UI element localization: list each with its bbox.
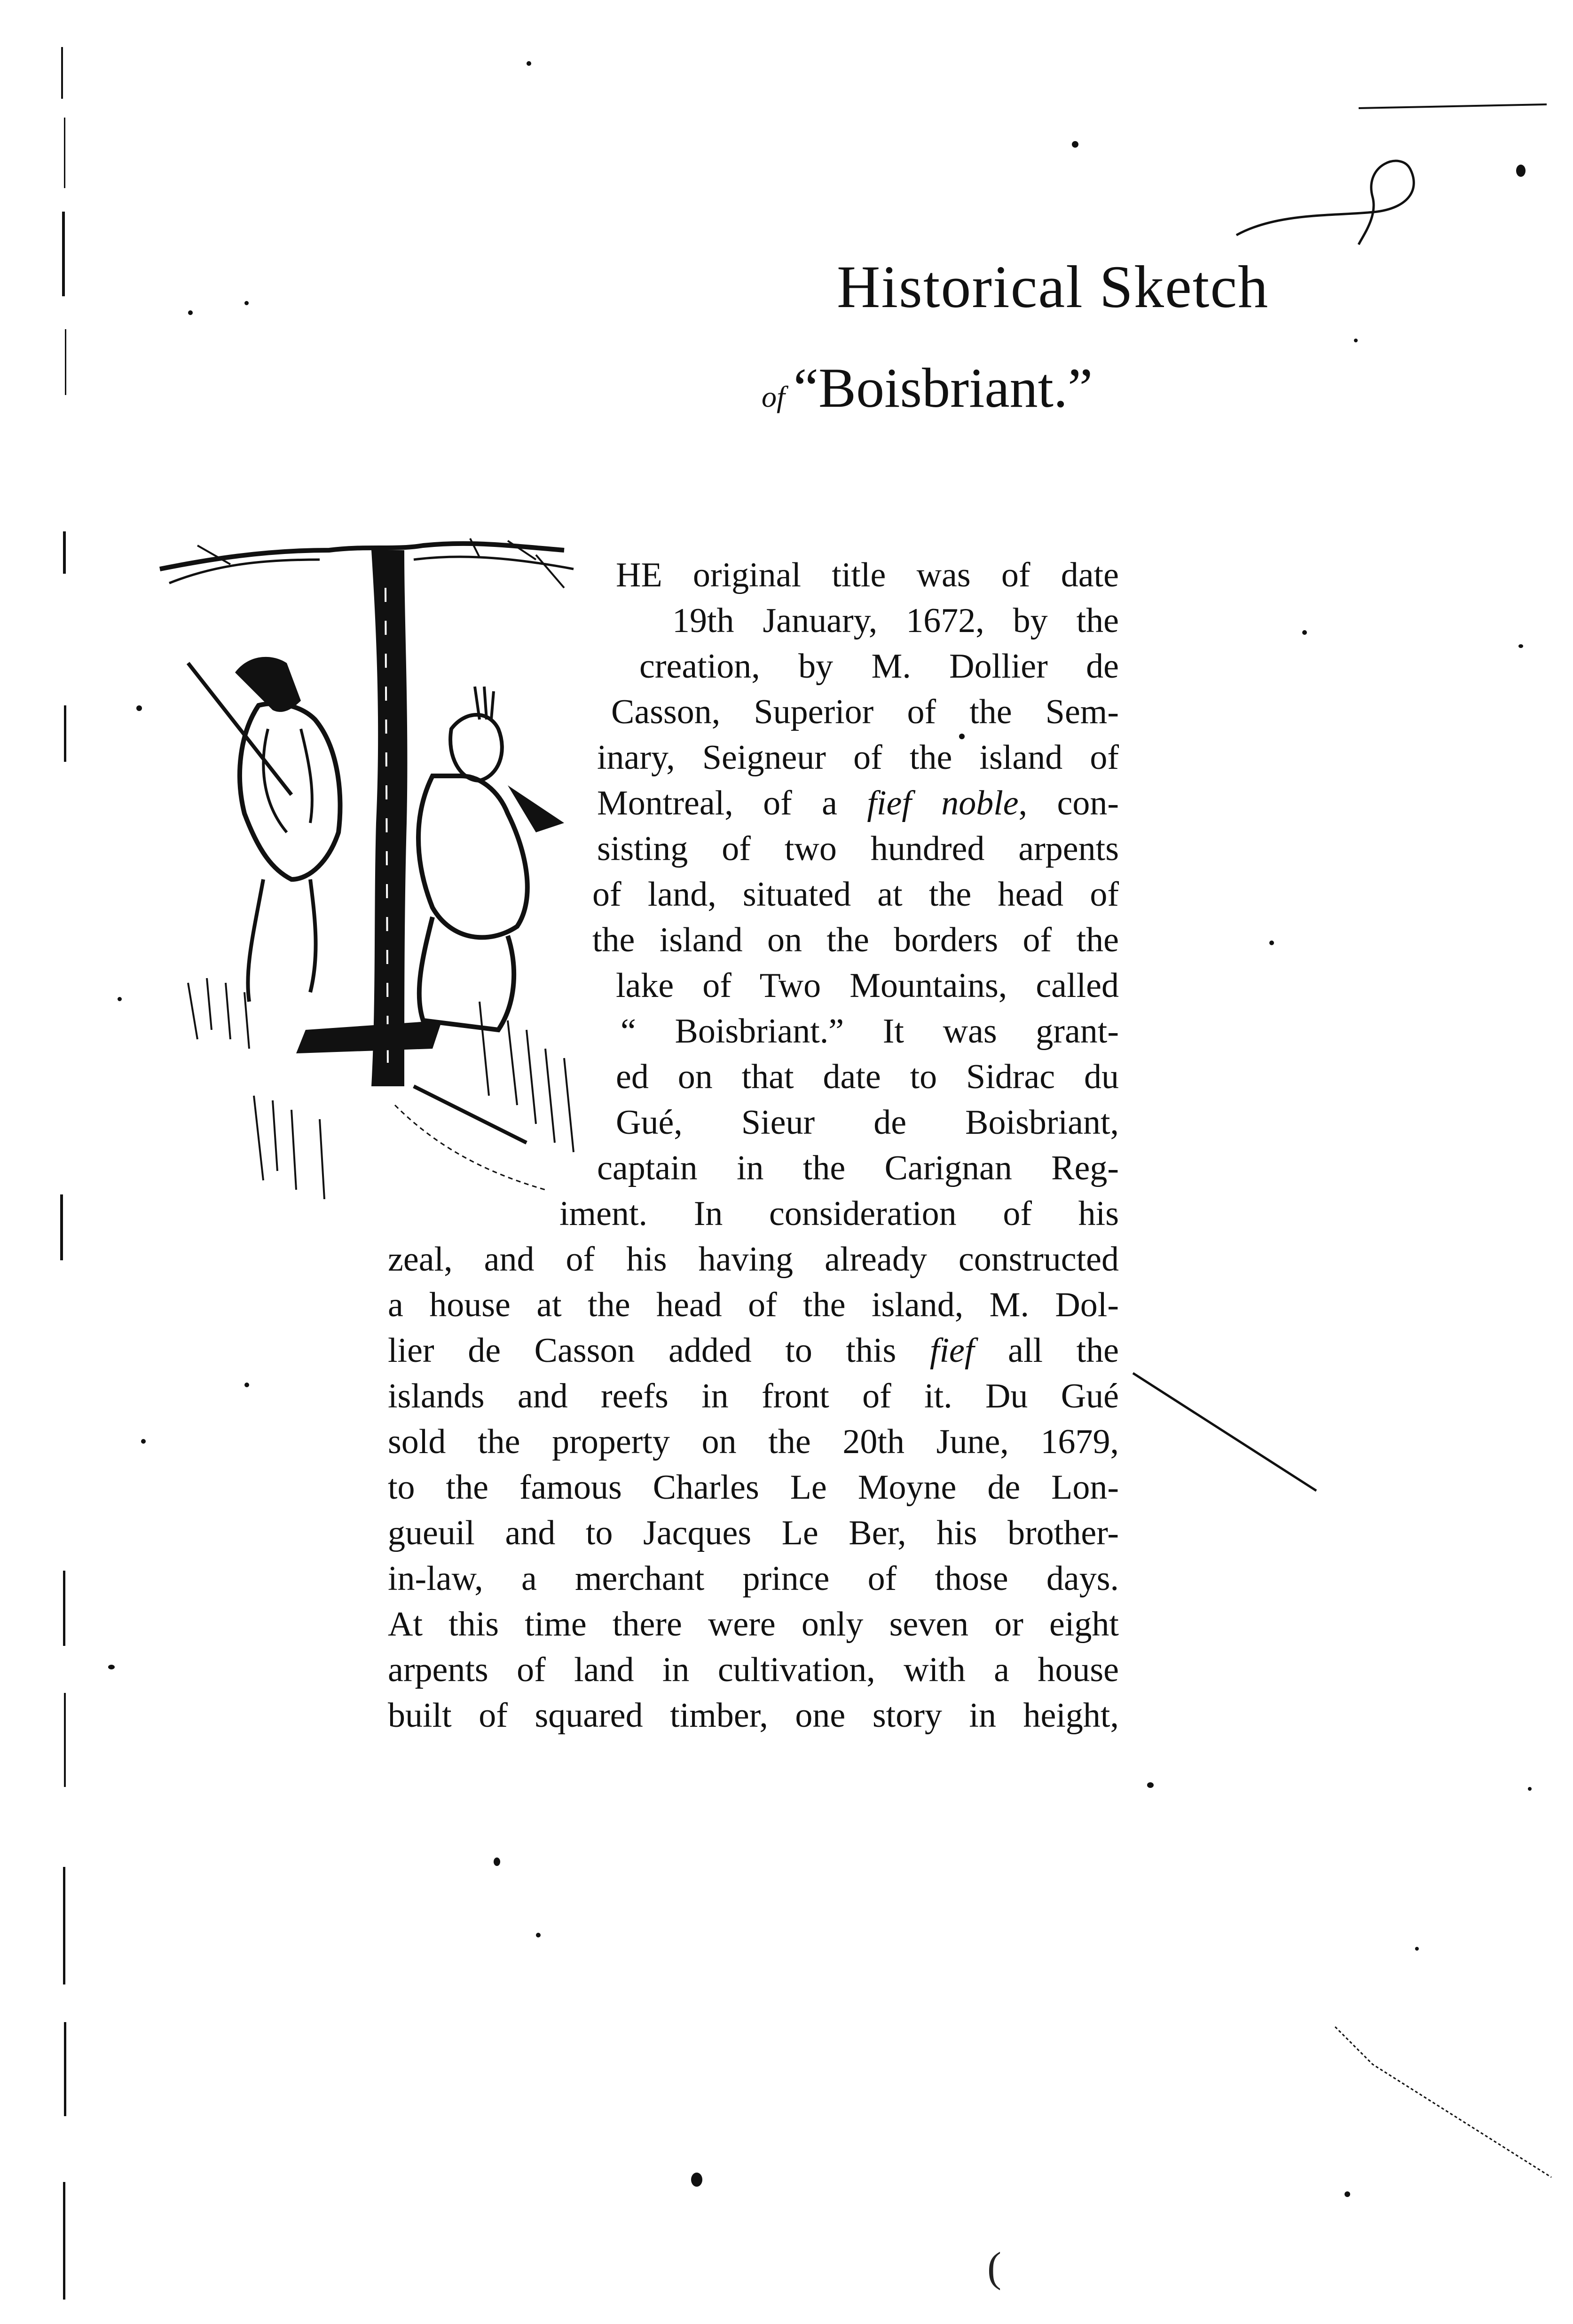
text-line: of land, situated at the head of [592, 875, 1119, 914]
text-line: “ Boisbriant.” It was grant- [621, 1012, 1119, 1051]
text-segment: lier de Casson added to this [388, 1331, 930, 1370]
text-line: sisting of two hundred arpents [597, 830, 1119, 868]
text-line: a house at the head of the island, M. Dol- [388, 1286, 1119, 1324]
text-line: lake of Two Mountains, called [616, 966, 1119, 1005]
text-line: in-law, a merchant prince of those days. [388, 1559, 1119, 1598]
text-line: gueuil and to Jacques Le Ber, his brother- [388, 1514, 1119, 1552]
subtitle-of: of [762, 380, 785, 413]
text-line: creation, by M. Dollier de [639, 647, 1119, 686]
italic-term: fief [929, 1331, 975, 1370]
text-line: islands and reefs in front of it. Du Gué [388, 1377, 1119, 1415]
page-title: Historical Sketch [837, 253, 1269, 320]
text-line: HE original title was of date [616, 556, 1119, 594]
text-line: zeal, and of his having already constructed [388, 1240, 1119, 1279]
text-line [388, 1328, 1119, 1373]
subtitle-main: “Boisbriant.” [793, 356, 1093, 419]
text-line: ed on that date to Sidrac du [616, 1058, 1119, 1096]
text-line: captain in the Carignan Reg- [597, 1149, 1119, 1187]
text-line: iment. In consideration of his [559, 1194, 1119, 1233]
text-line: to the famous Charles Le Moyne de Lon- [388, 1468, 1119, 1507]
text-segment: all the [974, 1331, 1119, 1370]
text-line: the island on the borders of the [592, 921, 1119, 959]
text-line [597, 781, 1119, 826]
text-line: sold the property on the 20th June, 1679, [388, 1423, 1119, 1461]
text-line: 19th January, 1672, by the [672, 601, 1119, 640]
page-mark: ( [987, 2244, 1001, 2291]
text-segment: , con- [1018, 784, 1119, 822]
text-line: Gué, Sieur de Boisbriant, [616, 1103, 1119, 1142]
text-line: At this time there were only seven or eight [388, 1605, 1119, 1644]
text-line: inary, Seigneur of the island of [597, 738, 1119, 777]
text-segment: Montreal, of a [597, 784, 867, 822]
text-line: arpents of land in cultivation, with a house [388, 1651, 1119, 1689]
text-line: Casson, Superior of the Sem- [611, 693, 1119, 731]
italic-term: fief noble [867, 784, 1019, 822]
text-line: built of squared timber, one story in height, [388, 1696, 1119, 1735]
